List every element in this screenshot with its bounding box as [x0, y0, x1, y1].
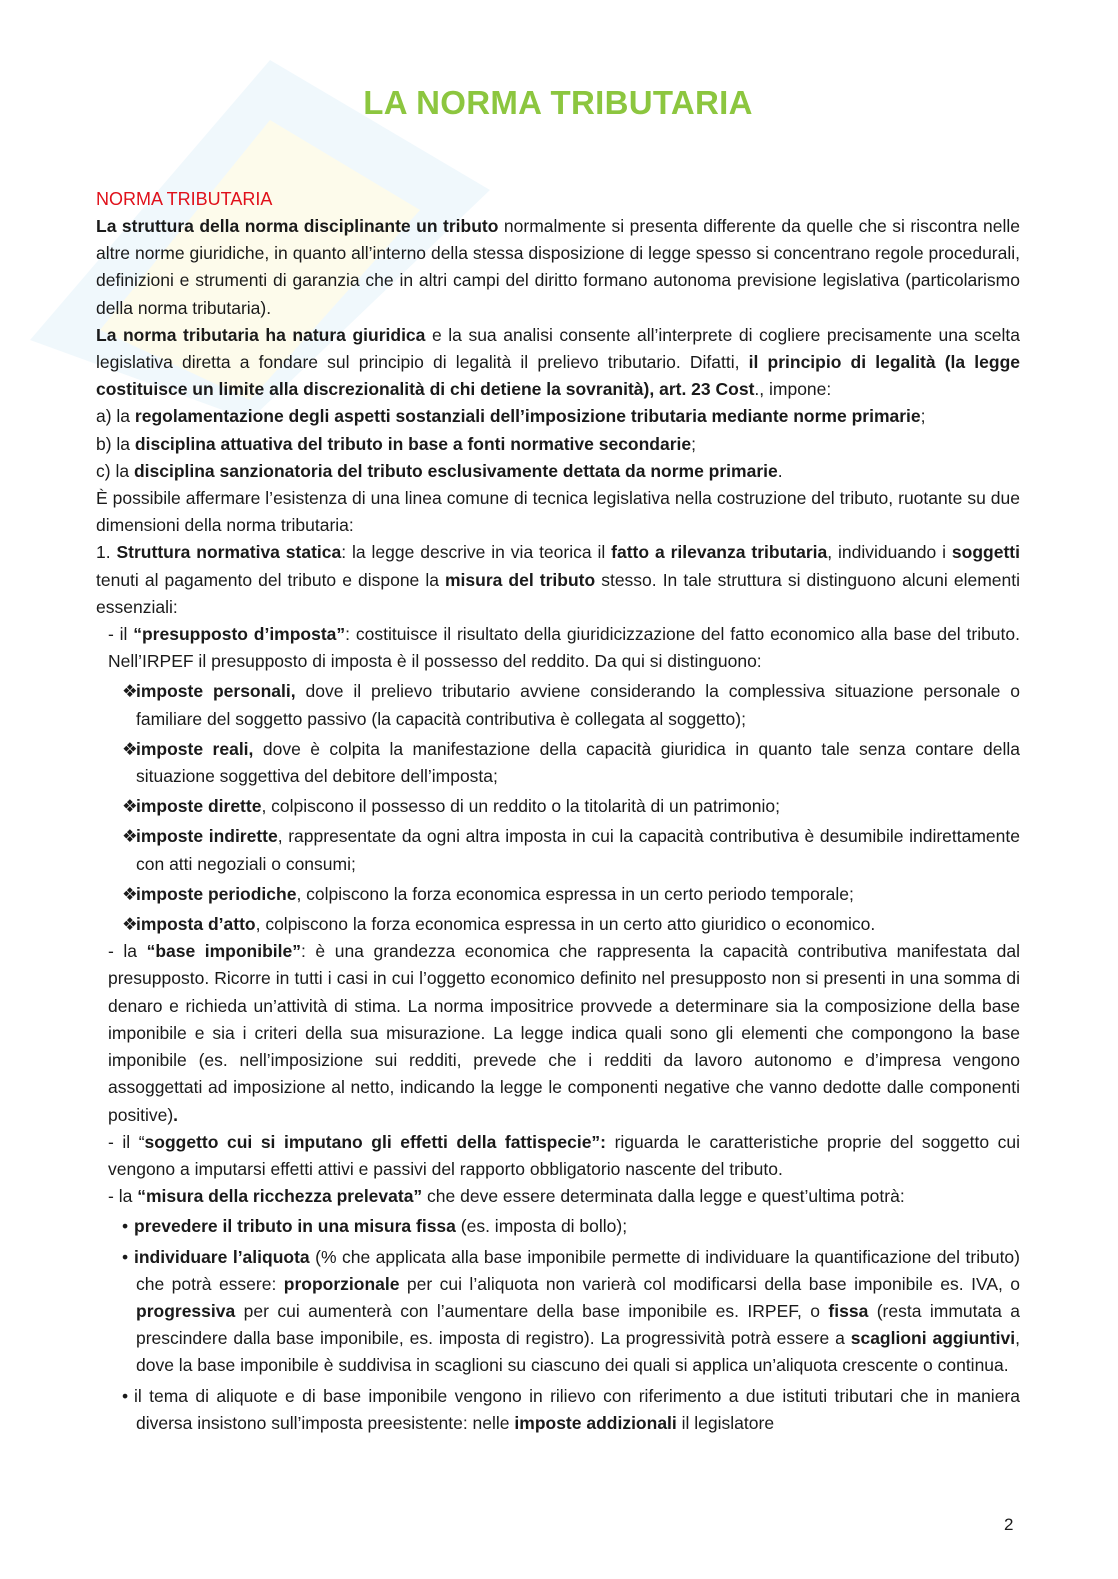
- list-item: ❖imposte dirette, colpiscono il possesso di un reddito o la titolarità di un patrimonio;: [122, 793, 1020, 820]
- item-presupposto: - il “presupposto d’imposta”: costituisce il risultato della giuridicizzazione del fatto economico alla base del tributo. Nell’IRPEF il presupposto di imposta è il possesso del reddito. Da qui si distinguono:: [108, 624, 1020, 672]
- list-item: ❖imposte indirette, rappresentate da ogni altra imposta in cui la capacità contributiva è desumibile indirettamente con atti negoziali o consumi;: [122, 823, 1020, 877]
- paragraph-legality: La norma tributaria ha natura giuridica e la sua analisi consente all’interprete di cogliere precisamente una scelta legislativa diretta a fondare sul principio di legalità il prelievo tributario. Difatti, il principio di legalità (la legge costituisce un limite alla discrezionalità di chi detiene la sovranità), art. 23 Cost., impone:: [96, 324, 1021, 400]
- bullet-icon: •: [122, 1385, 129, 1406]
- document-body: [96, 84, 1020, 1437]
- list-item-b: b) la disciplina attuativa del tributo in base a fonti normative secondarie;: [96, 433, 697, 454]
- bullet-icon: •: [122, 1246, 129, 1267]
- list-item-c: c) la disciplina sanzionatoria del tributo esclusivamente dettata da norme primarie.: [96, 460, 783, 481]
- list-item: • il tema di aliquote e di base imponibile vengono in rilievo con riferimento a due istituti tributari che in maniera diversa insistono sull’imposta preesistente: nelle imposte addizionali il legislatore: [122, 1383, 1020, 1437]
- diamond-bullet-icon: ❖: [122, 796, 138, 817]
- list-item: ❖imposte personali, dove il prelievo tributario avviene considerando la complessiva situazione personale o familiare del soggetto passivo (la capacità contributiva è collegata al soggetto);: [122, 678, 1020, 732]
- item-soggetto: - il “soggetto cui si imputano gli effetti della fattispecie”: riguarda le caratteristiche proprie del soggetto cui vengono a imputarsi effetti attivi e passivi del rapporto obbligatorio nascente del tributo.: [108, 1131, 1020, 1179]
- diamond-bullet-icon: ❖: [122, 883, 138, 904]
- paragraph-structure: La struttura della norma disciplinante un tributo normalmente si presenta differente da quelle che si riscontra nelle altre norme giuridiche, in quanto all’interno della stessa disposizione di legge spesso si concentrano regole procedurali, definizioni e strumenti di garanzia che in altri campi del diritto formano autonoma previsione legislativa (particolarismo della norma tributaria).: [96, 216, 1020, 318]
- page-title: LA NORMA TRIBUTARIA: [363, 84, 753, 121]
- item-base-imponibile: - la “base imponibile”: è una grandezza economica che rappresenta la capacità contributiva manifestata dal presupposto. Ricorre in tutti i casi in cui l’oggetto economico definito nel presupposto non si presenti in una somma di denaro e richieda un’attività di stima. La norma impositrice provvede a determinare sia la composizione della base imponibile e sia i criteri della sua misurazione. La legge indica quali sono gli elementi che compongono la base imponibile (es. nell’imposizione sui redditi, prevede che i redditi da lavoro autonomo e d’impresa vengono assoggettati ad imposizione al netto, indicando la legge le componenti negative che vanno dedotte dalle componenti positive).: [108, 941, 1020, 1125]
- list-item: ❖imposte reali, dove è colpita la manifestazione della capacità giuridica in quanto tale senza contare della situazione soggettiva del debitore dell’imposta;: [122, 736, 1020, 790]
- list-item: • individuare l’aliquota (% che applicata alla base imponibile permette di individuare la quantificazione del tributo) che potrà essere: proporzionale per cui l’aliquota non varierà col modificarsi della base imponibile es. IVA, o progressiva per cui aumenterà con l’aumentare della base imponibile es. IRPEF, o fissa (resta immutata a prescindere dalla base imponibile, es. imposta di registro). La progressività potrà essere a scaglioni aggiuntivi, dove la base imponibile è suddivisa in scaglioni su ciascuno dei quali si applica un’aliquota crescente o continua.: [122, 1244, 1020, 1380]
- list-item: • prevedere il tributo in una misura fissa (es. imposta di bollo);: [122, 1213, 1020, 1240]
- diamond-bullet-icon: ❖: [122, 681, 138, 702]
- item-misura: - la “misura della ricchezza prelevata” che deve essere determinata dalla legge e quest’ultima potrà:: [108, 1186, 905, 1207]
- list-item: ❖imposte periodiche, colpiscono la forza economica espressa in un certo periodo temporale;: [122, 881, 1020, 908]
- point-static-structure: 1. Struttura normativa statica: la legge descrive in via teorica il fatto a rilevanza tributaria, individuando i soggetti tenuti al pagamento del tributo e dispone la misura del tributo stesso. In tale struttura si distinguono alcuni elementi essenziali:: [96, 542, 1020, 617]
- bullet-icon: •: [122, 1216, 129, 1237]
- diamond-bullet-icon: ❖: [122, 738, 138, 759]
- list-item-a: a) la regolamentazione degli aspetti sostanziali dell’imposizione tributaria mediante norme primarie;: [96, 406, 926, 427]
- list-item: ❖imposta d’atto, colpiscono la forza economica espressa in un certo atto giuridico o economico.: [122, 911, 1020, 938]
- diamond-bullet-icon: ❖: [122, 914, 138, 935]
- paragraph-technique: È possibile affermare l’esistenza di una linea comune di tecnica legislativa nella costruzione del tributo, ruotante su due dimensioni della norma tributaria:: [96, 488, 1020, 536]
- diamond-bullet-icon: ❖: [122, 826, 138, 847]
- page-number: 2: [1004, 1515, 1014, 1534]
- section-heading: NORMA TRIBUTARIA: [96, 189, 273, 209]
